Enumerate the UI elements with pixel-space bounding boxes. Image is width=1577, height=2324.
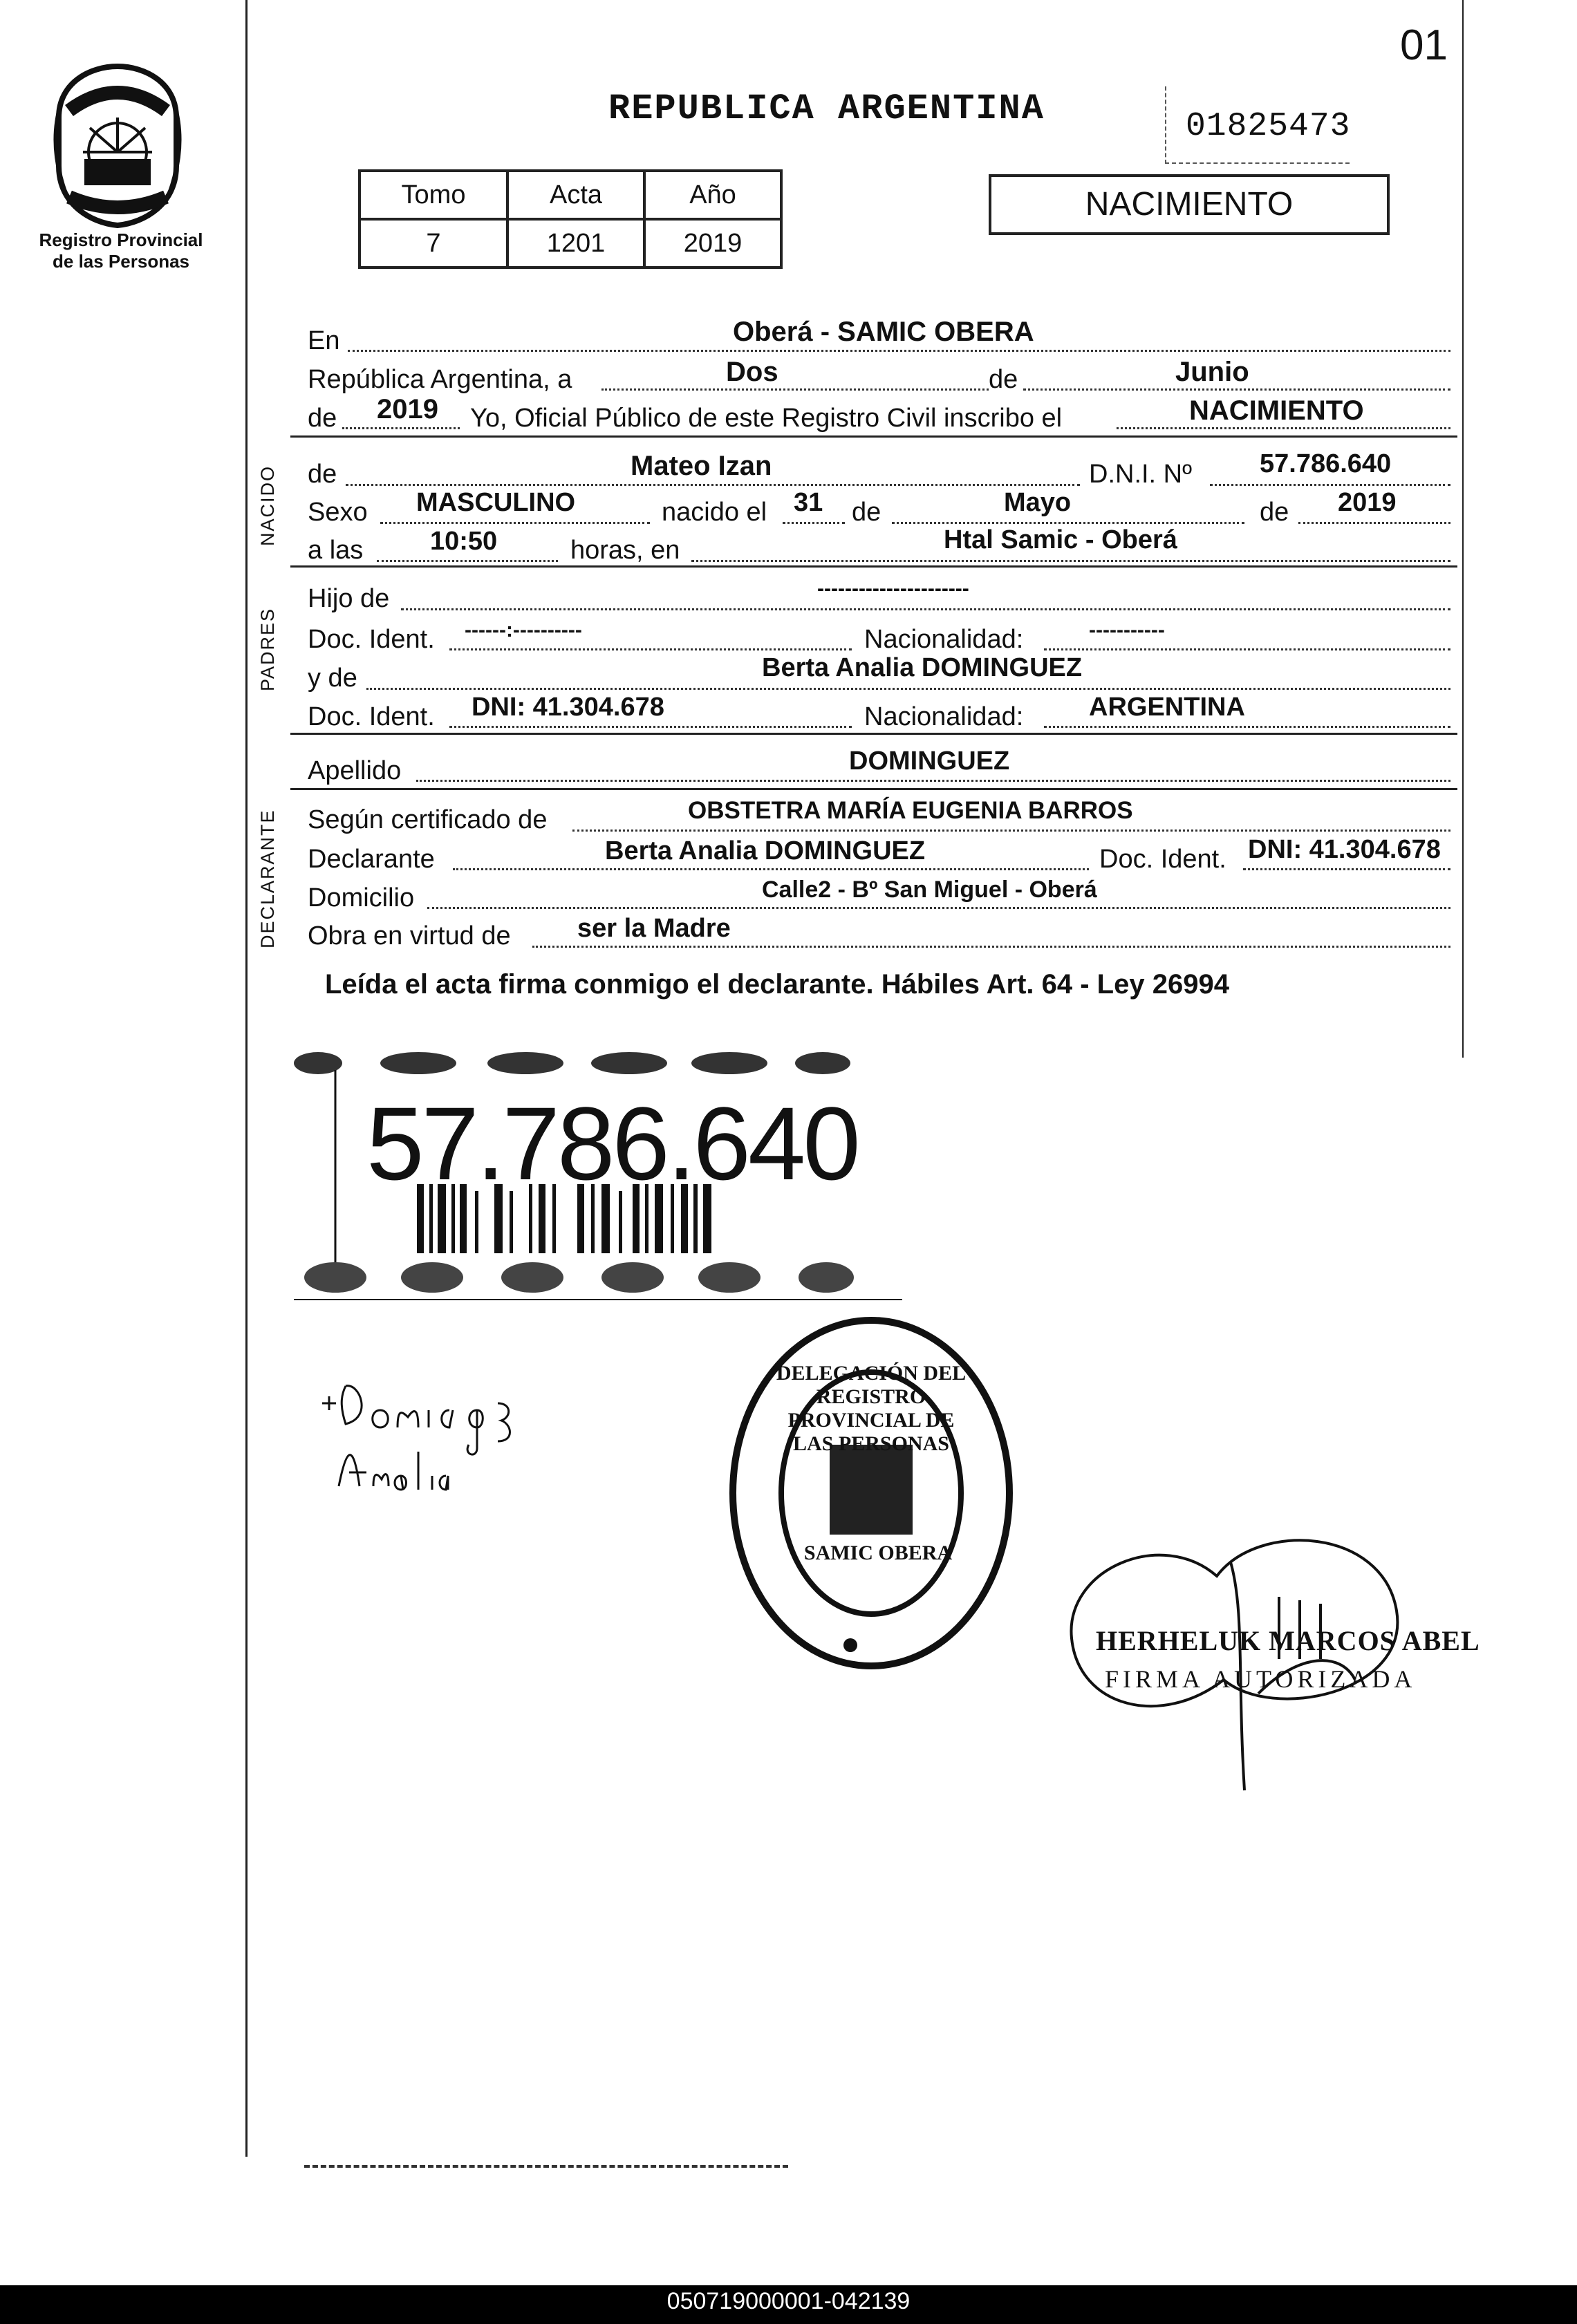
dotted-line: [377, 560, 558, 562]
section-divider: [290, 435, 1457, 438]
handwritten-text: [325, 1386, 326, 1387]
dotted-line: [348, 350, 1450, 352]
dni-label: D.N.I. Nº: [1089, 460, 1192, 489]
domicilio-label: Domicilio: [308, 883, 415, 912]
header-tomo: Tomo: [360, 171, 507, 219]
footer-code: 050719000001-042139: [666, 2288, 911, 2314]
official-title: FIRMA AUTORIZADA: [1105, 1665, 1417, 1693]
name-value: Mateo Izan: [631, 451, 772, 481]
obra-value: ser la Madre: [577, 914, 731, 943]
dni-value: 57.786.640: [1260, 449, 1392, 478]
doc-ident-label: Doc. Ident.: [1099, 845, 1226, 874]
de-label: de: [308, 404, 337, 433]
dotted-line: [449, 648, 852, 650]
declarante-label: Declarante: [308, 845, 435, 874]
birth-time-value: 10:50: [430, 527, 498, 556]
month-value: Junio: [1175, 357, 1249, 387]
dotted-line: [532, 946, 1450, 948]
dotted-line: [1298, 522, 1450, 524]
value-ano: 2019: [644, 219, 781, 268]
birth-year-value: 2019: [1338, 488, 1397, 517]
nacionalidad-label: Nacionalidad:: [864, 702, 1024, 731]
dotted-line: [416, 780, 1450, 782]
provincial-seal-icon: [41, 62, 194, 228]
event-value: NACIMIENTO: [1189, 395, 1364, 426]
section-label-nacido: NACIDO: [257, 465, 278, 546]
declarant-doc-value: DNI: 41.304.678: [1248, 835, 1441, 864]
record-type-box: NACIMIENTO: [989, 174, 1390, 235]
section-label-declarante: DECLARANTE: [257, 809, 278, 948]
handwritten-line1: [325, 1386, 326, 1387]
surname-value: DOMINGUEZ: [849, 747, 1010, 776]
nacido-label: nacido el: [662, 498, 767, 527]
y-de-label: y de: [308, 664, 357, 693]
country-title: REPUBLICA ARGENTINA: [608, 88, 1045, 129]
day-value: Dos: [726, 357, 778, 387]
right-border-line: [1462, 0, 1464, 1058]
dotted-line: [346, 484, 1080, 486]
dotted-line: [892, 522, 1244, 524]
value-acta: 1201: [507, 219, 644, 268]
section-divider: [290, 788, 1457, 790]
sex-value: MASCULINO: [416, 488, 576, 517]
serial-number: 01825473: [1186, 108, 1351, 145]
dotted-line: [449, 726, 852, 728]
dotted-line: [453, 868, 1089, 870]
page-number: 01: [1400, 21, 1448, 69]
section-divider: [290, 733, 1457, 735]
dotted-line: [572, 830, 1450, 832]
nacionalidad-label: Nacionalidad:: [864, 625, 1024, 654]
certificate-value: OBSTETRA MARÍA EUGENIA BARROS: [688, 797, 1133, 824]
certificado-label: Según certificado de: [308, 805, 548, 834]
apellido-label: Apellido: [308, 756, 402, 785]
dotted-line: [401, 608, 1450, 610]
left-border-line: [245, 0, 248, 2157]
year-value: 2019: [377, 394, 438, 424]
closing-statement: Leída el acta firma conmigo el declarante. Hábiles Art. 64 - Ley 26994: [325, 969, 1229, 1000]
header-acta: Acta: [507, 171, 644, 219]
value-tomo: 7: [360, 219, 507, 268]
birth-month-value: Mayo: [1004, 488, 1072, 517]
de-label: de: [1260, 498, 1289, 527]
dotted-line: [691, 560, 1450, 562]
dashed-line: [304, 2165, 788, 2168]
declarant-handwritten-signature: [318, 1376, 581, 1517]
de-label: de: [852, 498, 881, 527]
en-label: En: [308, 326, 340, 355]
dotted-line: [380, 522, 650, 524]
father-nationality-value: -----------: [1089, 619, 1165, 641]
record-table: [358, 169, 783, 269]
birth-place-value: Htal Samic - Oberá: [944, 525, 1177, 554]
registry-line2: de las Personas: [53, 251, 189, 272]
mother-nationality-value: ARGENTINA: [1089, 693, 1245, 722]
hijo-label: Hijo de: [308, 584, 390, 613]
dotted-line: [1023, 388, 1450, 391]
father-doc-value: ------:----------: [465, 619, 582, 641]
alas-label: a las: [308, 536, 364, 565]
doc-ident-label: Doc. Ident.: [308, 702, 435, 731]
stamp-inner-text: SAMIC OBERA: [803, 1541, 953, 1564]
dotted-line: [1044, 726, 1450, 728]
registry-line1: Registro Provincial: [39, 229, 203, 250]
mother-doc-value: DNI: 41.304.678: [472, 693, 664, 722]
sexo-label: Sexo: [308, 498, 368, 527]
official-name: HERHELUK MARCOS ABEL: [1096, 1625, 1480, 1656]
sticker-dni-number: 57.786.640: [366, 1085, 858, 1201]
dotted-line: [601, 388, 989, 391]
section-label-padres: PADRES: [257, 607, 278, 691]
oficial-text: Yo, Oficial Público de este Registro Civil inscribo el: [470, 404, 1063, 433]
de-label: de: [989, 365, 1018, 394]
de-label: de: [308, 460, 337, 489]
mother-value: Berta Analia DOMINGUEZ: [762, 653, 1083, 682]
dotted-line: [427, 907, 1450, 909]
section-divider: [290, 565, 1457, 568]
stamp-ring-text: DELEGACIÓN DEL REGISTRO PROVINCIAL DE LAS PERSONAS: [776, 1362, 967, 1455]
place-value: Oberá - SAMIC OBERA: [733, 317, 1034, 347]
dotted-line: [783, 522, 845, 524]
birth-day-value: 31: [794, 488, 823, 517]
dotted-line: [1243, 868, 1450, 870]
registry-caption: [28, 229, 214, 272]
declarant-value: Berta Analia DOMINGUEZ: [605, 836, 926, 865]
dotted-line: [1044, 648, 1450, 650]
horas-label: horas, en: [570, 536, 680, 565]
doc-ident-label: Doc. Ident.: [308, 625, 435, 654]
dotted-line: [1210, 484, 1450, 486]
dotted-line: [366, 688, 1450, 690]
dotted-line: [342, 427, 460, 429]
header-ano: Año: [644, 171, 781, 219]
obra-label: Obra en virtud de: [308, 921, 511, 950]
address-value: Calle2 - Bº San Miguel - Oberá: [762, 877, 1097, 903]
father-value: ----------------------: [817, 577, 969, 600]
republica-label: República Argentina, a: [308, 365, 572, 394]
dotted-line: [1117, 427, 1450, 429]
